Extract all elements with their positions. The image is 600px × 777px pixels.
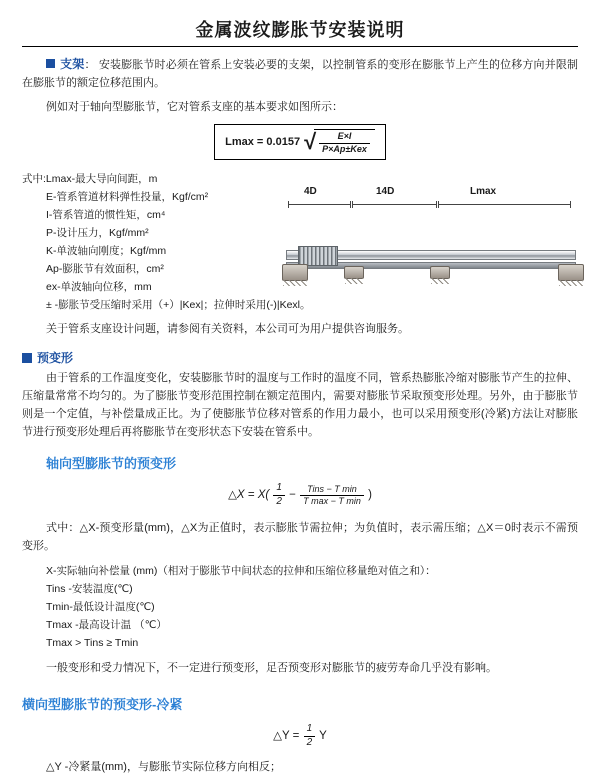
piping-drawing — [280, 206, 580, 314]
lmax-formula-box — [214, 124, 386, 160]
lateral-eq-rhs: Y — [319, 730, 327, 743]
lmax-formula-denominator: P×Ap±Kex — [322, 143, 367, 154]
figure-dim-14d: 14D — [376, 186, 395, 197]
legend-item: E-管系管道材料弹性投量，Kgf/cm² — [46, 190, 209, 203]
legend-item: Tmax > Tins ≥ Tmin — [46, 637, 139, 650]
legend-item: Ap-膨胀节有效面积，cm² — [46, 263, 164, 276]
legend-item: I-管系管道的惯性矩，cm⁴ — [46, 209, 166, 222]
legend-item: ex-单波轴向位移，mm — [46, 281, 152, 294]
piping-support-figure — [280, 186, 590, 314]
legend-item: X-实际轴向补偿量 (mm)（相对于膨胀节中间状态的拉伸和压缩位移量绝对值之和）： — [46, 565, 436, 577]
lateral-eq-denominator: 2 — [306, 736, 313, 748]
legend-item: Tmax -最高设计温 （℃） — [46, 619, 167, 632]
legend-item: Tmin-最低设计温度(℃) — [46, 601, 155, 614]
anchor-support-4 — [558, 264, 584, 281]
axial-legend-list — [22, 562, 578, 652]
lateral-subheading: 横向型膨胀节的预变形-冷紧 — [22, 697, 183, 713]
anchor-support-1 — [282, 264, 308, 281]
lmax-formula-numerator: E×I — [319, 131, 370, 143]
sqrt-icon: √ $\frac{E\times I}{\text{P×Ap±Kex}}$ — [304, 129, 375, 155]
lateral-eq-numerator: 1 — [304, 723, 316, 737]
axial-eq-half-numerator: 1 — [273, 482, 285, 496]
predeform-section-heading — [22, 349, 578, 366]
lateral-equation — [22, 723, 578, 749]
lateral-explanation: △Y -冷紧量(mm)，与膨胀节实际位移方向相反； — [46, 761, 281, 774]
predeform-label: 预变形 — [37, 351, 74, 366]
bracket-section-label: 支架 — [60, 57, 85, 71]
axial-eq-rhs: ) — [368, 489, 372, 502]
bracket-paragraph-2: 例如对于轴向型膨胀节，它对管系支座的基本要求如图所示： — [46, 100, 343, 113]
legend-item: ± -膨胀节受压缩时采用（+）|Kex|；拉伸时采用(-)|Kexl。 — [46, 299, 311, 312]
lateral-eq-lhs: △Y = — [273, 730, 300, 743]
axial-equation — [22, 482, 578, 508]
axial-subheading: 轴向型膨胀节的预变形 — [46, 456, 177, 472]
axial-eq-minus: − — [289, 489, 296, 502]
axial-eq-frac-numerator: Tins − T min — [300, 484, 364, 496]
axial-eq-frac-denominator: T max − T min — [303, 495, 361, 506]
guide-support-3 — [430, 266, 450, 279]
figure-dim-lmax: Lmax — [470, 186, 497, 197]
axial-note: 一般变形和受力情况下，不一定进行预变形，足否预变形对膨胀节的疲劳寿命几乎没有影响。 — [46, 662, 497, 675]
legend-item: 式中:Lmax-最大导向间距，m — [22, 172, 158, 185]
guide-support-2 — [344, 266, 364, 279]
legend-item: P-设计压力，Kgf/mm² — [46, 227, 149, 240]
figure-dim-4d: 4D — [304, 186, 317, 197]
axial-eq-half-denominator: 2 — [276, 495, 282, 507]
bracket-text-1: 安装膨胀节时必须在管系上安装必要的支架，以控制管系的变形在膨胀节上产生的位移方向并限制在膨胀节的额定位移范围内。 — [22, 59, 578, 89]
bracket-paragraph-1: 支架： 安装膨胀节时必须在管系上安装必要的支架，以控制管系的变形在膨胀节上产生的位移方向并限制在膨胀节的额定位移范围内。 — [22, 57, 578, 89]
title-divider — [22, 46, 578, 47]
bracket-note: 关于管系支座设计问题，请参阅有关资料，本公司可为用户提供咨询服务。 — [46, 323, 409, 336]
figure-dimension-labels — [280, 186, 590, 204]
blue-square-bullet-icon — [22, 353, 32, 363]
axial-explanation: 式中：△X-预变形量(mm)，△X为正值时，表示膨胀节需拉伸；为负值时，表示需压缩；△X＝0时表示不需预变形。 — [22, 522, 578, 553]
bellows-expansion-joint-icon — [298, 246, 338, 266]
lmax-formula-lhs: Lmax = 0.0157 — [225, 136, 301, 149]
blue-square-bullet-icon — [46, 59, 55, 68]
lmax-formula-container — [22, 124, 578, 160]
legend-item: K-单波轴向刚度；Kgf/mm — [46, 245, 167, 258]
axial-eq-lhs: △X = X( — [228, 489, 270, 502]
predeform-paragraph: 由于管系的工作温度变化，安装膨胀节时的温度与工作时的温度不同，管系热膨胀冷缩对膨胀节产生的拉伸、压缩量常常不均匀的。为了膨胀节变形范围控制在额定范围内，需要对膨胀节采取预变形处理。另外，由于膨胀节则是一个定值，与补偿量成正比。为了使膨胀节位移对管系的作用力最小，也可以采用预变形(冷紧)方法让对膨胀节进行预变形处理后再将膨胀节在变形状态下安装在管系中。 — [22, 372, 578, 438]
legend-item: Tins -安装温度(℃) — [46, 583, 133, 596]
page-title: 金属波纹膨胀节安装说明 — [195, 20, 405, 41]
